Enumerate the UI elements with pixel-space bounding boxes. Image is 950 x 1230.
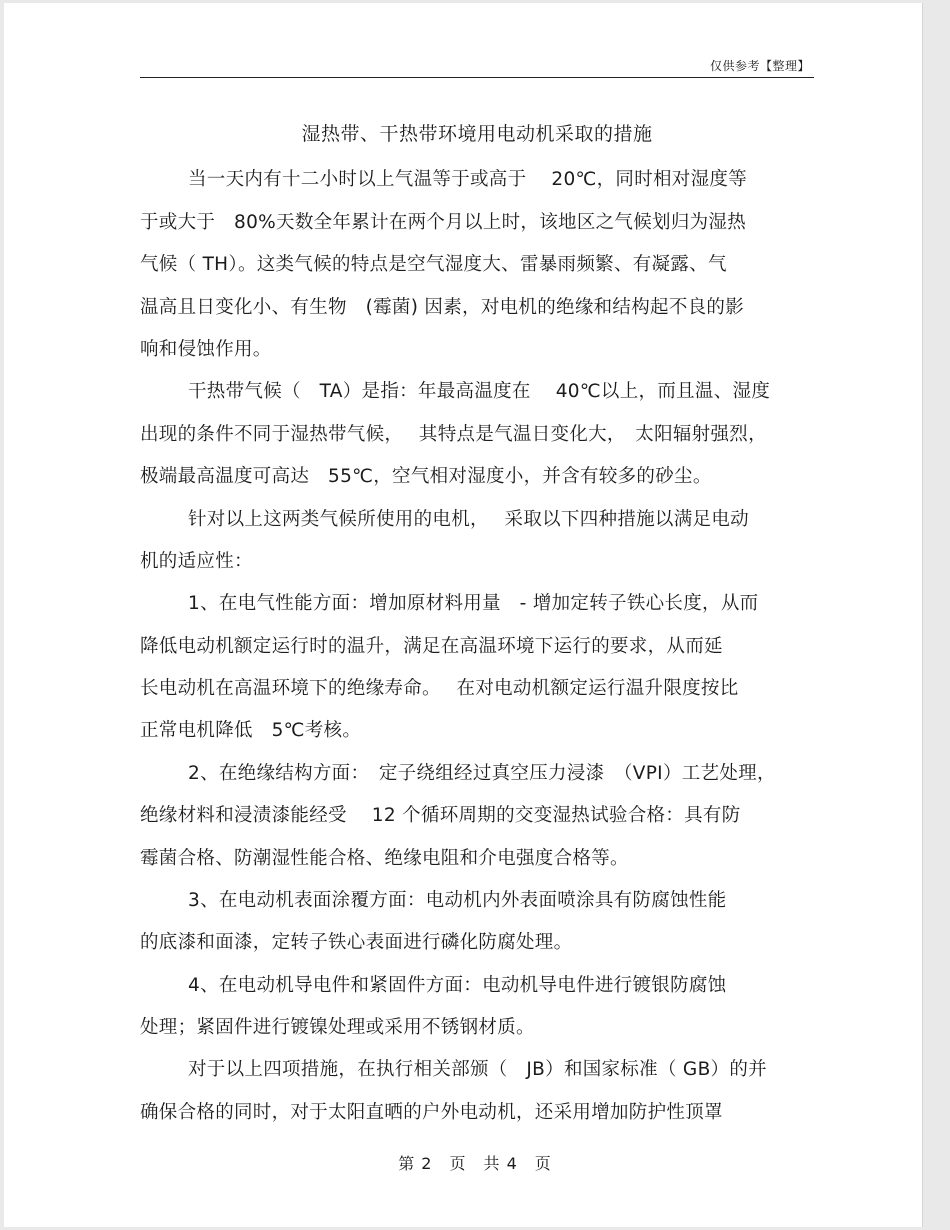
body-line: 1、在电气性能方面：增加原材料用量 - 增加定转子铁心长度，从而	[188, 593, 759, 614]
body-line: 确保合格的同时，对于太阳直晒的户外电动机，还采用增加防护性顶罩	[140, 1102, 723, 1123]
body-line: 针对以上这两类气候所使用的电机， 采取以下四种措施以满足电动	[188, 509, 749, 530]
body-line: 气候（ TH）。这类气候的特点是空气湿度大、雷暴雨频繁、有凝露、气	[140, 254, 727, 275]
body-line: 霉菌合格、防潮湿性能合格、绝缘电阻和介电强度合格等。	[140, 848, 629, 869]
body-line: 2、在绝缘结构方面： 定子绕组经过真空压力浸漆 （VPI）工艺处理，	[188, 763, 776, 784]
document-page	[4, 3, 923, 1227]
body-line: 极端最高温度可高达 55℃，空气相对湿度小，并含有较多的砂尘。	[140, 466, 712, 487]
document-title: 湿热带、干热带环境用电动机采取的措施	[301, 123, 653, 145]
body-line: 处理；紧固件进行镀镍处理或采用不锈钢材质。	[140, 1017, 535, 1038]
page-number-footer: 第 2 页 共 4 页	[398, 1154, 552, 1173]
body-line: 出现的条件不同于湿热带气候， 其特点是气温日变化大， 太阳辐射强烈，	[140, 424, 767, 445]
body-line: 机的适应性：	[140, 551, 253, 572]
body-line: 绝缘材料和浸渍漆能经受 12 个循环周期的交变湿热试验合格：具有防	[140, 805, 741, 826]
body-line: 4、在电动机导电件和紧固件方面：电动机导电件进行镀银防腐蚀	[188, 975, 727, 996]
body-line: 降低电动机额定运行时的温升，满足在高温环境下运行的要求，从而延	[140, 636, 723, 657]
body-line: 的底漆和面漆，定转子铁心表面进行磷化防腐处理。	[140, 932, 573, 953]
body-line: 温高且日变化小、有生物 (霉菌) 因素，对电机的绝缘和结构起不良的影	[140, 297, 745, 318]
body-line: 响和侵蚀作用。	[140, 339, 272, 360]
body-line: 长电动机在高温环境下的绝缘寿命。 在对电动机额定运行温升限度按比	[140, 678, 739, 699]
body-line: 当一天内有十二小时以上气温等于或高于 20℃，同时相对湿度等	[188, 169, 747, 190]
body-line: 于或大于 80%天数全年累计在两个月以上时，该地区之气候划归为湿热	[140, 212, 747, 233]
body-line: 对于以上四项措施，在执行相关部颁（ JB）和国家标准（ GB）的并	[188, 1059, 767, 1080]
body-line: 3、在电动机表面涂覆方面：电动机内外表面喷涂具有防腐蚀性能	[188, 890, 727, 911]
header-note: 仅供参考【整理】	[709, 59, 810, 73]
header-rule	[140, 77, 814, 78]
body-line: 干热带气候（ TA）是指：年最高温度在 40℃以上，而且温、湿度	[188, 381, 771, 402]
body-line: 正常电机降低 5℃考核。	[140, 720, 362, 741]
